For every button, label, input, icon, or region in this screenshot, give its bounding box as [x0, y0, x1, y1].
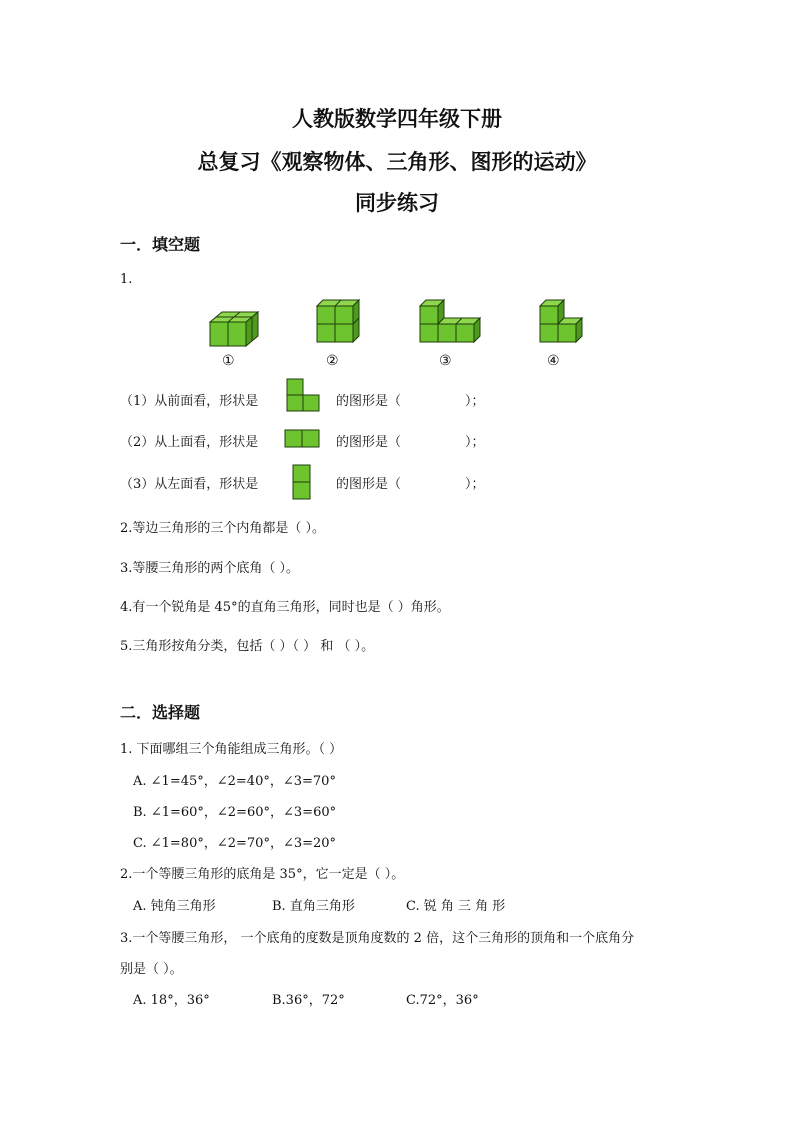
cube-figure-4 — [538, 298, 588, 348]
page-subtitle: 总复习《观察物体、三角形、图形的运动》 — [197, 149, 597, 174]
choice-option: C.72°，36° — [406, 993, 479, 1008]
page-title: 人教版数学四年级下册 — [292, 106, 502, 131]
question-5: 5.三角形按角分类，包括（ ）（ ） 和 （ ）。 — [120, 639, 375, 654]
question-3: 3.等腰三角形的两个底角（ ）。 — [120, 561, 300, 576]
sub-question-1-prefix: （1）从前面看，形状是 — [120, 394, 259, 409]
choice-option: A. 钝角三角形 — [133, 899, 216, 914]
choice-option: B. 直角三角形 — [272, 899, 355, 914]
top-view-shape — [284, 429, 320, 449]
sub-question-1-end: ）； — [465, 394, 485, 409]
sub-question-1-suffix: 的图形是（ — [336, 394, 402, 409]
choice-question-2: 2.一个等腰三角形的底角是 35°，它一定是（ ）。 — [120, 867, 405, 882]
choice-option: A. 18°，36° — [133, 993, 210, 1008]
question-number: 1. — [120, 272, 133, 287]
choice-option: C. ∠1=80°，∠2=70°，∠3=20° — [133, 836, 337, 851]
figure-label-1: ① — [222, 353, 235, 369]
sub-question-2-prefix: （2）从上面看，形状是 — [120, 435, 259, 450]
question-4: 4.有一个锐角是 45°的直角三角形，同时也是（ ）角形。 — [120, 600, 450, 615]
choice-question-3-line2: 别是（ ）。 — [120, 962, 183, 977]
choice-option: B. ∠1=60°，∠2=60°，∠3=60° — [133, 805, 337, 820]
cube-figure-1 — [208, 310, 264, 350]
section-heading-fill-blank: 一．填空题 — [120, 235, 201, 254]
sub-question-3-prefix: （3）从左面看，形状是 — [120, 477, 259, 492]
choice-question-3-line1: 3.一个等腰三角形， 一个底角的度数是顶角度数的 2 倍，这个三角形的顶角和一个底角分 — [120, 931, 635, 946]
choice-option: C. 锐 角 三 角 形 — [406, 899, 506, 914]
section-heading-multiple-choice: 二．选择题 — [120, 703, 201, 722]
question-2: 2.等边三角形的三个内角都是（ ）。 — [120, 521, 326, 536]
front-view-shape — [286, 378, 322, 414]
figure-label-4: ④ — [547, 353, 560, 369]
cube-figure-3 — [418, 298, 488, 348]
sub-question-2-suffix: 的图形是（ — [336, 435, 402, 450]
sub-question-3-suffix: 的图形是（ — [336, 477, 402, 492]
left-view-shape — [292, 464, 312, 500]
figure-label-2: ② — [326, 353, 339, 369]
cube-figure-2 — [315, 298, 365, 348]
sub-question-2-end: ）； — [465, 435, 485, 450]
figure-label-3: ③ — [439, 353, 452, 369]
choice-question-1: 1. 下面哪组三个角能组成三角形。（ ） — [120, 742, 343, 757]
page-subtitle-2: 同步练习 — [355, 190, 439, 215]
choice-option: B.36°，72° — [272, 993, 345, 1008]
choice-option: A. ∠1=45°，∠2=40°，∠3=70° — [133, 774, 336, 789]
sub-question-3-end: ）； — [465, 477, 485, 492]
